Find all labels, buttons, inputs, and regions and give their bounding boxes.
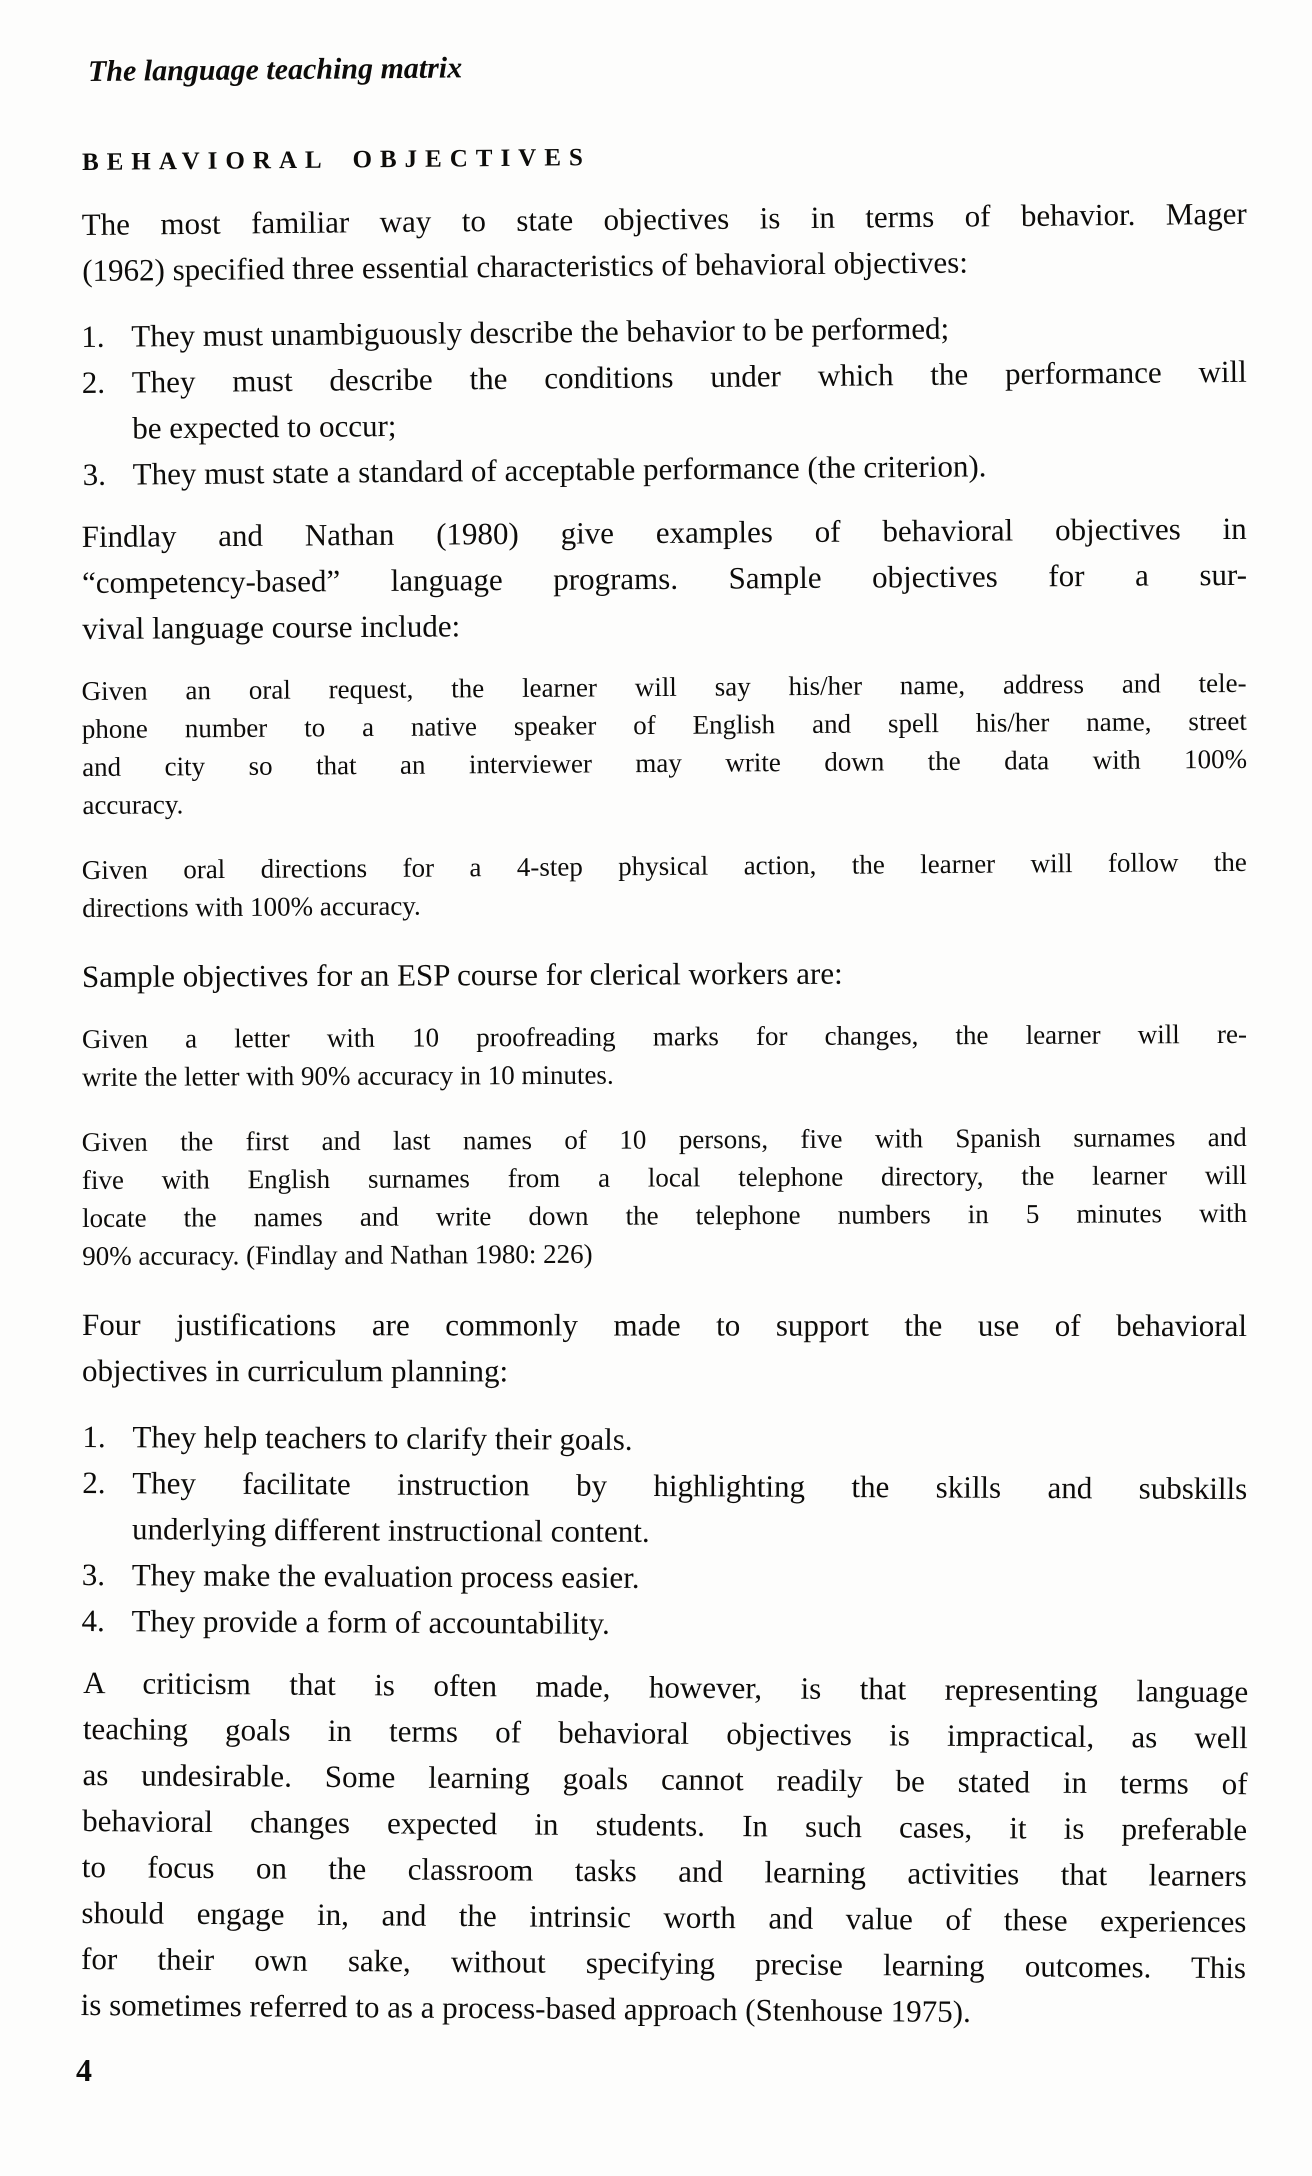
text-line: locate the names and write down the telephone numbers in 5 minutes with — [82, 1197, 1248, 1233]
text-line: as undesirable. Some learning goals cannot readily be stated in terms of — [82, 1757, 1248, 1802]
text-line: Given an oral request, the learner will say his/her name, address and tele- — [81, 667, 1247, 707]
text-line: “competency-based” language programs. Sample objectives for a sur- — [81, 556, 1248, 600]
quote-telephone-names — [82, 1118, 1248, 1275]
list-item-text — [132, 349, 1248, 452]
list-item-number: 1. — [81, 318, 105, 355]
text-line: They must describe the conditions under which the performance will — [131, 353, 1247, 400]
text-line: They provide a form of accountability. — [131, 1603, 610, 1641]
mager-characteristics-list — [81, 303, 1248, 498]
list-item-number: 1. — [82, 1419, 106, 1455]
list-item-number: 3. — [82, 456, 107, 492]
list-item-text — [132, 1552, 1247, 1604]
text-line: They make the evaluation process easier. — [131, 1557, 640, 1595]
list-item-text — [131, 1598, 1246, 1650]
list-item-number: 2. — [81, 364, 106, 401]
list-item — [82, 349, 1248, 452]
text-line: five with English surnames from a local telephone directory, the learner will — [81, 1159, 1247, 1195]
text-line: is sometimes referred to as a process-based approach (Stenhouse 1975). — [80, 1986, 971, 2029]
list-item — [82, 441, 1247, 498]
text-line: The most familiar way to state objectives is in terms of behavior. Mager — [81, 195, 1247, 243]
text-line: accuracy. — [82, 789, 184, 820]
text-line: Given the first and last names of 10 persons, five with Spanish surnames and — [81, 1121, 1247, 1158]
paragraph-justifications — [82, 1302, 1247, 1395]
text-line: for their own sake, without specifying precise learning outcomes. This — [80, 1940, 1247, 1986]
text-line: Findlay and Nathan (1980) give examples of behavioral objectives in — [81, 510, 1247, 555]
text-line: and city so that an interviewer may write down the data with 100% — [82, 743, 1248, 782]
paragraph-findlay — [82, 506, 1248, 652]
text-line: Given a letter with 10 proofreading marks for changes, the learner will re- — [81, 1018, 1247, 1054]
list-item-text — [132, 441, 1247, 498]
text-line: to focus on the classroom tasks and learning activities that learners — [81, 1848, 1247, 1894]
paragraph-intro — [82, 191, 1248, 294]
text-line: phone number to a native speaker of English and spell his/her name, street — [81, 705, 1247, 745]
text-line: 90% accuracy. (Findlay and Nathan 1980: 226) — [82, 1238, 593, 1271]
text-line: Four justifications are commonly made to support the use of behavioral — [82, 1307, 1248, 1344]
list-item-text — [132, 1414, 1247, 1466]
running-header: The language teaching matrix — [87, 51, 463, 88]
quote-proofreading-letter — [82, 1015, 1247, 1096]
section-heading: BEHAVIORAL OBJECTIVES — [81, 144, 592, 176]
list-item-number: 3. — [81, 1556, 106, 1593]
text-line: Given oral directions for a 4-step physical action, the learner will follow the — [81, 846, 1247, 886]
text-line: teaching goals in terms of behavioral objectives is impractical, as well — [82, 1711, 1249, 1756]
text-line: should engage in, and the intrinsic worth and value of these experiences — [81, 1894, 1247, 1940]
text-line: behavioral changes expected in students. In such cases, it is preferable — [82, 1803, 1248, 1848]
text-line: directions with 100% accuracy. — [82, 890, 421, 923]
text-line: underlying different instructional content. — [131, 1511, 650, 1549]
text-line: They help teachers to clarify their goals. — [132, 1419, 633, 1457]
quote-oral-request — [81, 664, 1247, 824]
text-line: A criticism that is often made, however, is that representing language — [83, 1665, 1249, 1710]
text-line: They must state a standard of acceptable performance (the criterion). — [132, 448, 987, 492]
justifications-list — [81, 1414, 1247, 1650]
text-line: vival language course include: — [82, 608, 461, 646]
quote-oral-directions — [82, 843, 1248, 927]
text-line: be expected to occur; — [132, 407, 397, 446]
list-item-number: 4. — [81, 1602, 105, 1639]
list-item-text — [132, 1460, 1247, 1558]
text-line: Sample objectives for an ESP course for clerical workers are: — [81, 955, 843, 994]
text-line: (1962) specified three essential characteristics of behavioral objectives: — [82, 244, 969, 288]
text-line: objectives in curriculum planning: — [81, 1353, 509, 1389]
paragraph-esp-course — [82, 949, 1247, 1000]
list-item — [82, 1460, 1247, 1558]
text-line: write the letter with 90% accuracy in 10 minutes. — [82, 1059, 614, 1092]
list-item-number: 2. — [82, 1465, 106, 1501]
list-item — [81, 1598, 1246, 1650]
list-item — [82, 1552, 1247, 1604]
list-item — [82, 1414, 1247, 1466]
text-line: They must unambiguously describe the behavior to be performed; — [131, 310, 950, 354]
text-line: They facilitate instruction by highlighting the skills and subskills — [132, 1465, 1248, 1507]
page-number: 4 — [76, 2052, 92, 2088]
paragraph-criticism — [81, 1660, 1249, 2037]
